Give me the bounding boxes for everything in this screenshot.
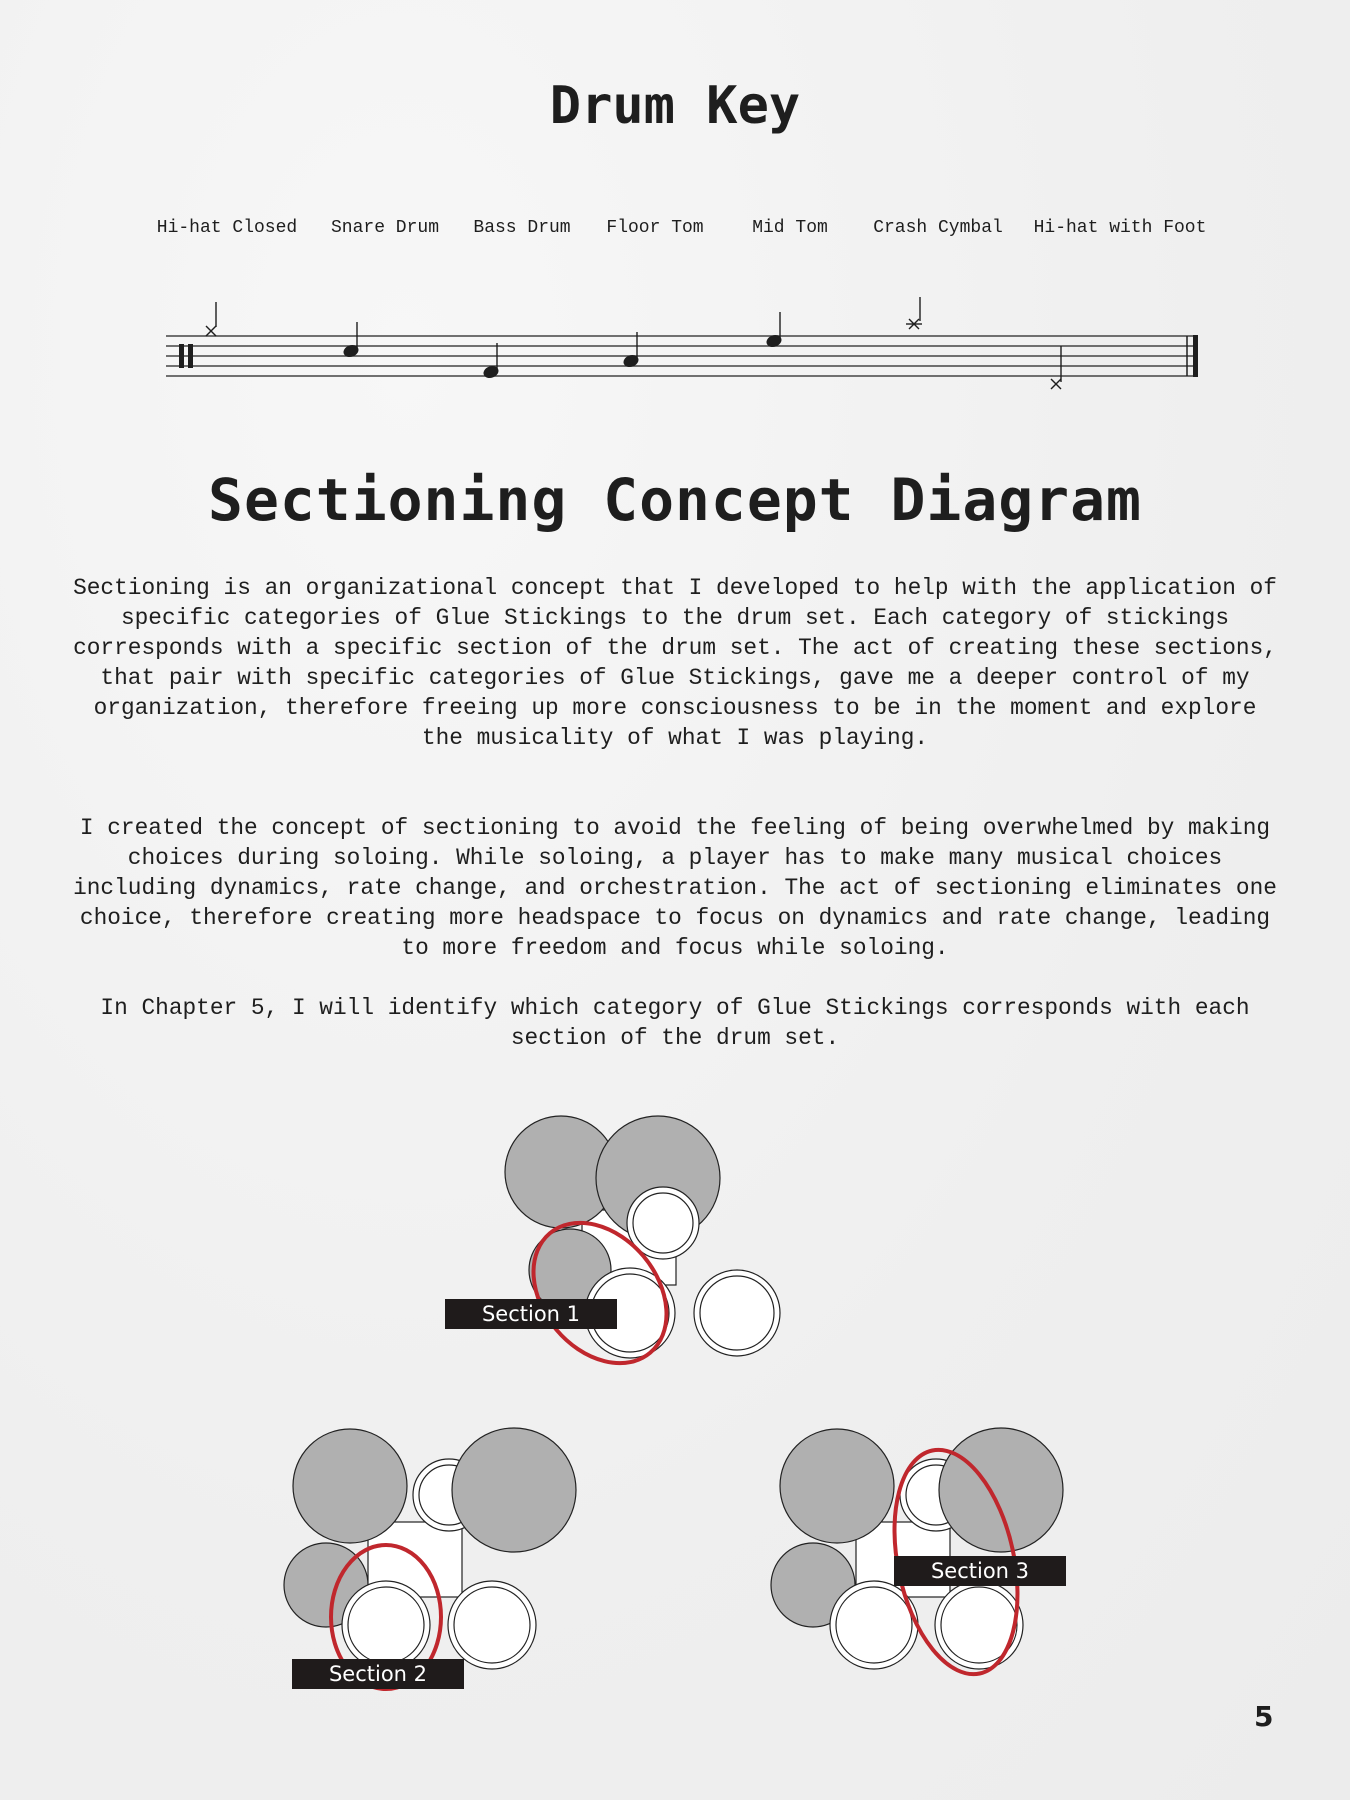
note-mid-tom — [766, 312, 783, 348]
key-label-snare-drum: Snare Drum — [330, 218, 440, 238]
key-label-hihat-foot: Hi-hat with Foot — [1033, 218, 1207, 238]
paragraph-intro: Sectioning is an organizational concept that I developed to help with the application of specific categories of Glue Stickings to the drum set. Each category of stickings corresponds with a specific section of the drum set. The act of creating these sections, that pair with specific categories of Glue Stickings, gave me a deeper control of my organization, therefore freeing up more consciousness to be in the moment and explore the musicality of what I was playing. — [73, 575, 1277, 751]
note-crash-cymbal — [906, 297, 922, 329]
sectioning-title: Sectioning Concept Diagram — [208, 466, 1142, 534]
section-3-label: Section 3 — [894, 1556, 1066, 1586]
note-bass-drum — [483, 343, 500, 379]
note-hihat-closed — [206, 302, 216, 336]
note-floor-tom — [623, 332, 640, 368]
paragraph-purpose: I created the concept of sectioning to avoid the feeling of being overwhelmed by making choices during soloing. While soloing, a player has to make many musical choices including dynamics, rate change, and orchestration. The act of sectioning eliminates one choice, therefore creating more headspace to focus on dynamics and rate change, leading to more freedom and focus while soloing. — [73, 815, 1277, 961]
paragraph-chapter-ref: In Chapter 5, I will identify which category of Glue Stickings corresponds with each section of the drum set. — [100, 995, 1250, 1051]
note-hihat-foot — [1051, 346, 1061, 389]
crash-cymbal-shape — [293, 1429, 407, 1543]
section-1-label: Section 1 — [445, 1299, 617, 1329]
note-snare — [343, 322, 360, 358]
staff-lines — [166, 336, 1196, 376]
key-label-floor-tom: Floor Tom — [606, 218, 704, 238]
page-number: 5 — [1254, 1700, 1274, 1733]
key-label-crash-cymbal: Crash Cymbal — [873, 218, 1003, 238]
section-2-label: Section 2 — [292, 1659, 464, 1689]
drum-kit-diagram-section-2 — [280, 1420, 580, 1700]
key-label-mid-tom: Mid Tom — [752, 218, 828, 238]
drum-kit-diagram-section-1 — [440, 1108, 800, 1378]
drum-key-staff — [160, 290, 1210, 400]
key-label-bass-drum: Bass Drum — [473, 218, 571, 238]
crash-cymbal-shape — [780, 1429, 894, 1543]
drum-key-title: Drum Key — [549, 76, 801, 136]
ride-cymbal-shape — [452, 1428, 576, 1552]
key-label-hihat-closed: Hi-hat Closed — [156, 218, 298, 238]
ride-cymbal-shape — [939, 1428, 1063, 1552]
